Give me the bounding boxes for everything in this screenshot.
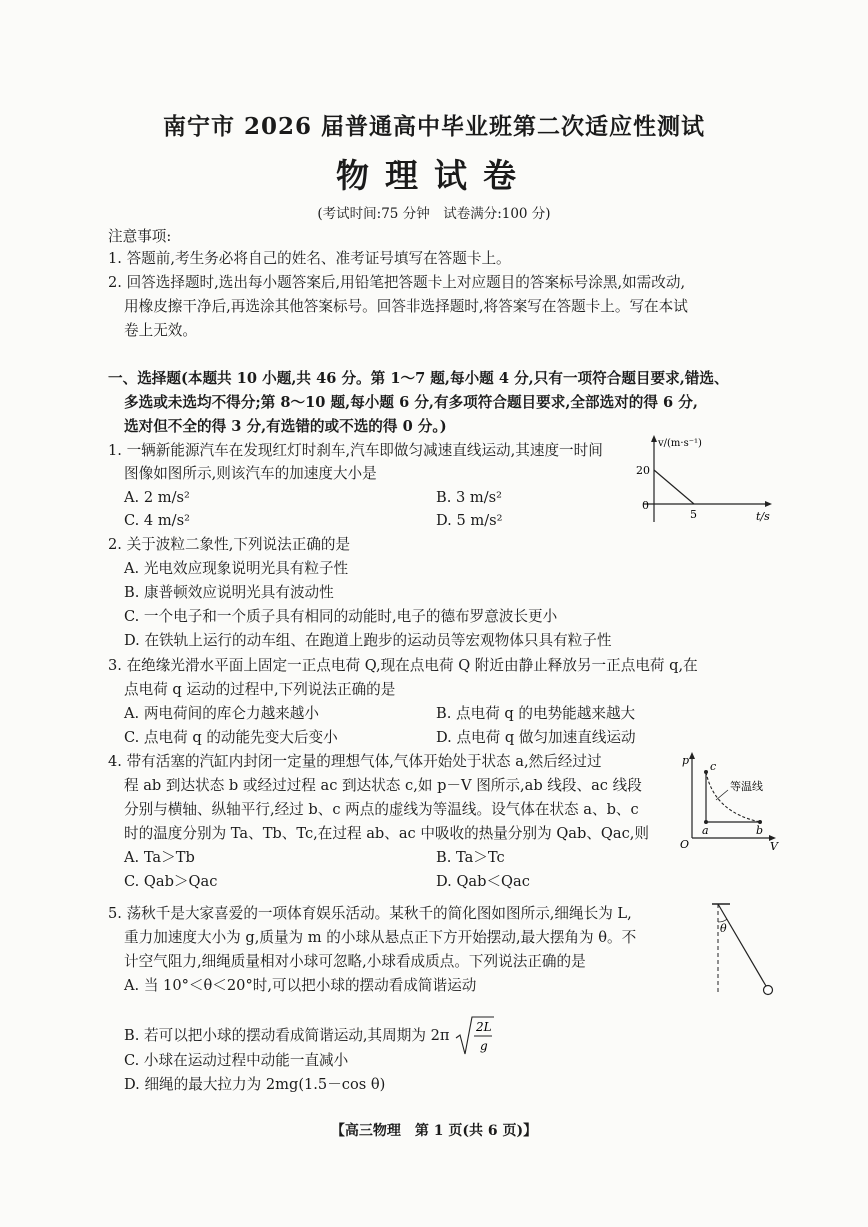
q5-stem: 重力加速度大小为 g,质量为 m 的小球从悬点正下方开始摆动,最大摆角为 θ。不 xyxy=(124,929,637,946)
svg-text:p: p xyxy=(682,754,690,767)
notes-item: 1. 答题前,考生务必将自己的姓名、准考证号填写在答题卡上。 xyxy=(108,250,511,267)
notes-item: 2. 回答选择题时,选出每小题答案后,用铅笔把答题卡上对应题目的答案标号涂黑,如需改动, xyxy=(108,274,686,291)
q1-graph-ytick: 20 xyxy=(636,464,650,477)
q5-option-c: C. 小球在运动过程中动能一直减小 xyxy=(124,1052,349,1069)
notes-item: 卷上无效。 xyxy=(124,322,197,339)
q1-stem: 图像如图所示,则该汽车的加速度大小是 xyxy=(124,465,377,482)
q4-stem: 程 ab 到达状态 b 或经过过程 ac 到达状态 c,如 p－V 图所示,ab 线段、ac 线段 xyxy=(124,777,642,794)
svg-text:等温线: 等温线 xyxy=(730,780,763,793)
q2-option-a: A. 光电效应现象说明光具有粒子性 xyxy=(124,560,349,577)
q1-vt-graph xyxy=(630,432,780,532)
q5-option-b-text: B. 若可以把小球的摆动看成简谐运动,其周期为 2π xyxy=(124,1027,450,1044)
q3-option-c: C. 点电荷 q 的动能先变大后变小 xyxy=(124,729,338,746)
q1-option-d: D. 5 m/s² xyxy=(436,512,503,529)
section-heading: 选对但不全的得 3 分,有选错的或不选的得 0 分。) xyxy=(124,418,447,435)
q4-option-b: B. Ta＞Tc xyxy=(436,849,505,866)
q5-pendulum-diagram xyxy=(706,900,786,1000)
q4-stem: 时的温度分别为 Ta、Tb、Tc,在过程 ab、ac 中吸收的热量分别为 Qab、Qac,则 xyxy=(124,825,649,842)
q1-graph-xtick: 5 xyxy=(690,508,697,521)
notes-item: 用橡皮擦干净后,再选涂其他答案标号。回答非选择题时,将答案写在答题卡上。写在本试 xyxy=(124,298,688,315)
svg-text:c: c xyxy=(710,760,717,773)
q5-sqrt-formula xyxy=(454,1014,494,1058)
q3-option-d: D. 点电荷 q 做匀加速直线运动 xyxy=(436,729,636,746)
q4-pv-graph xyxy=(672,748,784,850)
q4-option-a: A. Ta＞Tb xyxy=(124,849,195,866)
q3-option-b: B. 点电荷 q 的电势能越来越大 xyxy=(436,705,636,722)
exam-title: 南宁市 2026 届普通高中毕业班第二次适应性测试 xyxy=(162,113,706,140)
q5-option-d: D. 细绳的最大拉力为 2mg(1.5－cos θ) xyxy=(124,1076,386,1093)
q5-option-a: A. 当 10°＜θ＜20°时,可以把小球的摆动看成简谐运动 xyxy=(124,977,477,994)
section-heading: 多选或未选均不得分;第 8～10 题,每小题 6 分,有多项符合题目要求,全部选对的得 6 分, xyxy=(124,394,698,411)
q2-stem: 2. 关于波粒二象性,下列说法正确的是 xyxy=(108,536,351,553)
exam-meta: (考试时间:75 分钟 试卷满分:100 分) xyxy=(317,206,551,222)
q1-option-c: C. 4 m/s² xyxy=(124,512,190,529)
q3-option-a: A. 两电荷间的库仑力越来越小 xyxy=(124,705,319,722)
q1-stem: 1. 一辆新能源汽车在发现红灯时刹车,汽车即做匀减速直线运动,其速度一时间 xyxy=(108,442,603,459)
svg-text:θ: θ xyxy=(720,922,727,935)
section-heading: 一、选择题(本题共 10 小题,共 46 分。第 1～7 题,每小题 4 分,只有一项符合题目要求,错选、 xyxy=(108,370,729,387)
notes-heading: 注意事项: xyxy=(108,228,172,245)
q1-graph-ylabel: v/(m·s⁻¹) xyxy=(658,438,702,449)
svg-text:2L: 2L xyxy=(476,1020,492,1034)
svg-text:V: V xyxy=(770,840,778,850)
q4-stem: 分别与横轴、纵轴平行,经过 b、c 两点的虚线为等温线。设气体在状态 a、b、c xyxy=(124,801,639,818)
q1-option-a: A. 2 m/s² xyxy=(124,489,190,506)
q4-stem: 4. 带有活塞的汽缸内封闭一定量的理想气体,气体开始处于状态 a,然后经过过 xyxy=(108,753,602,770)
svg-text:a: a xyxy=(702,824,709,837)
q2-option-c: C. 一个电子和一个质子具有相同的动能时,电子的德布罗意波长更小 xyxy=(124,608,558,625)
q3-stem: 点电荷 q 运动的过程中,下列说法正确的是 xyxy=(124,681,396,698)
q3-stem: 3. 在绝缘光滑水平面上固定一正点电荷 Q,现在点电荷 Q 附近由静止释放另一正点电荷 q,在 xyxy=(108,657,698,674)
q1-graph-origin: 0 xyxy=(642,499,649,512)
q5-stem: 计空气阻力,细绳质量相对小球可忽略,小球看成质点。下列说法正确的是 xyxy=(124,953,586,970)
q5-stem: 5. 荡秋千是大家喜爱的一项体育娱乐活动。某秋千的简化图如图所示,细绳长为 L, xyxy=(108,905,632,922)
q1-option-b: B. 3 m/s² xyxy=(436,489,503,506)
subject-title: 物理试卷 xyxy=(336,156,532,195)
q1-graph-xlabel: t/s xyxy=(756,510,770,523)
q2-option-b: B. 康普顿效应说明光具有波动性 xyxy=(124,584,334,601)
q4-option-d: D. Qab＜Qac xyxy=(436,873,530,890)
svg-text:O: O xyxy=(680,838,690,850)
svg-text:g: g xyxy=(480,1039,488,1053)
q2-option-d: D. 在铁轨上运行的动车组、在跑道上跑步的运动员等宏观物体只具有粒子性 xyxy=(124,632,612,649)
page-footer: 【高三物理 第 1 页(共 6 页)】 xyxy=(330,1123,538,1139)
svg-text:b: b xyxy=(756,824,764,837)
q4-option-c: C. Qab＞Qac xyxy=(124,873,218,890)
